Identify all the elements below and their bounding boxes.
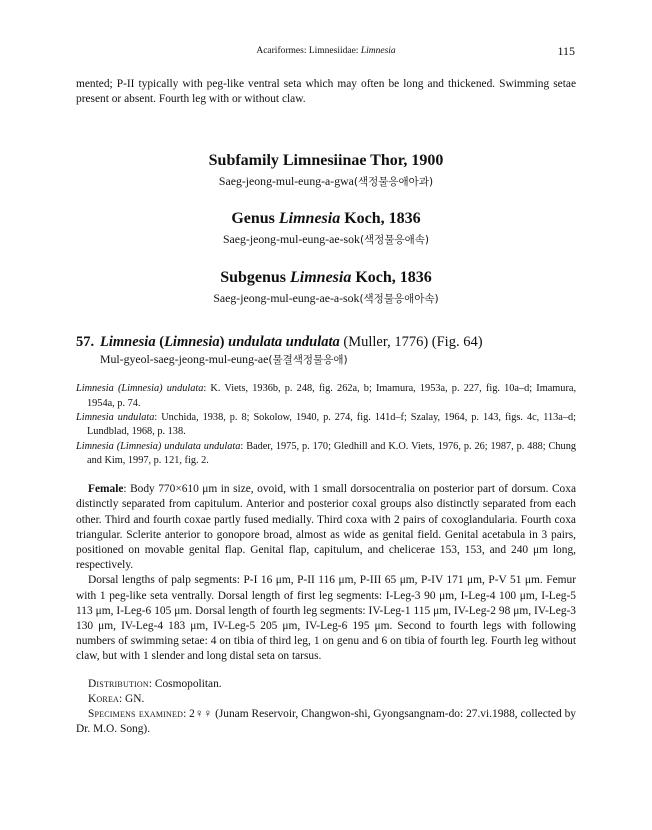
female-description <box>76 482 576 573</box>
subgenus-title <box>76 268 576 288</box>
running-title <box>0 46 652 56</box>
species-title: 57. Limnesia (Limnesia) undulata undulata (Muller, 1776) (Fig. 64) <box>76 334 483 351</box>
synonym-references: : Unchida, 1938, p. 8; Sokolow, 1940, p. 274, fig. 141d–f; Szalay, 1964, p. 143, figs. 4c, 113a–d; Lundblad, 1968, p. 138. <box>87 412 576 438</box>
genus-title <box>76 209 576 229</box>
species-number: 57. <box>76 334 95 351</box>
synonym-name: Limnesia <box>76 383 114 395</box>
synonym-references: : K. Viets, 1936b, p. 248, fig. 262a, b; Imamura, 1953a, p. 227, fig. 10a–d; Imamura, 1954a, p. 74. <box>87 383 577 409</box>
subgenus-romanization-text: Saeg-jeong-mul-eung-ae-a-sok <box>213 291 360 306</box>
species-romanization-text: Mul-gyeol-saeg-jeong-mul-eung-ae <box>100 352 269 367</box>
genus-romanization <box>76 231 576 248</box>
species-genus: Limnesia <box>100 334 156 351</box>
running-title-prefix: Acariformes: Limnesiidae: <box>256 46 361 56</box>
synonym-epithet: undulata undulata <box>164 440 241 452</box>
synonym-subgenus: (Limnesia) <box>116 440 162 452</box>
page-body <box>76 77 576 737</box>
subgenus-prefix: Subgenus <box>220 269 291 287</box>
subfamily-heading-block <box>76 151 576 190</box>
page-number: 115 <box>557 44 575 58</box>
running-head <box>0 44 652 60</box>
korea-line <box>76 692 576 707</box>
description-block <box>76 482 576 664</box>
subgenus-romanization <box>76 290 576 307</box>
distribution-label: Distribution <box>88 677 149 690</box>
korea-label: Korea <box>88 692 120 705</box>
synonym-name: Limnesia <box>76 440 114 452</box>
genus-heading-block <box>76 209 576 248</box>
genus-romanization-text: Saeg-jeong-mul-eung-ae-sok <box>223 232 360 247</box>
subfamily-romanization <box>76 173 576 190</box>
subfamily-romanization-text: Saeg-jeong-mul-eung-a-gwa <box>218 174 354 189</box>
synonym-references: : Bader, 1975, p. 170; Gledhill and K.O. Viets, 1976, p. 26; 1987, p. 488; Chung and Kim, 1997, p. 121, fig. 2. <box>87 440 576 466</box>
synonym-subgenus: (Limnesia) <box>117 383 163 395</box>
dorsal-lengths-paragraph: Dorsal lengths of palp segments: P-I 16 μm, P-II 116 μm, P-III 65 μm, P-IV 171 μm, P-V 51 μm. Femur with 1 peg-like seta ventrally. Dorsal length of first leg segments: I-Leg-3 90 μm, I-Leg-4 100 μm, I-Leg-5 113 μm, I-Leg-6 105 μm. Dorsal length of fourth leg segments: IV-Leg-1 115 μm, IV-Leg-2 98 μm, IV-Leg-3 130 μm, IV-Leg-4 183 μm, IV-Leg-5 205 μm, IV-Leg-6 195 μm. Second to fourth legs with following numbers of swimming setae: 4 on tibia of third leg, 1 on genu and 6 on tibia of fourth leg. Fourth leg without claw, but with 1 slender and long distal seta on tarsus. <box>76 574 576 663</box>
species-subgenus: Limnesia <box>164 334 220 351</box>
synonym-entry <box>76 411 576 440</box>
female-text: : Body 770×610 μm in size, ovoid, with 1 small dorsocentralia on posterior part of dorsum. Coxa distinctly separated from capitulum. Anterior and posterior coxal groups also distinctly separated from each other. Third and fourth coxae partly fused medially. Third coxa with 2 pairs of coxoglandularia. Fourth coxa triangular. Sclerite anterior to gonopore broad, almost as wide as genital field. Genital acetabula in 3 pairs, positioned on movable genital flap. Genital flap, capitulum, and chelicerae 153, 153, and 240 μm long, respectively. <box>76 483 576 572</box>
genus-author: Koch, 1836 <box>340 210 421 228</box>
subgenus-author: Koch, 1836 <box>351 269 432 287</box>
synonym-entry <box>76 382 576 411</box>
genus-name: Limnesia <box>278 210 341 228</box>
genus-korean-name: (색정물응애속) <box>359 234 429 247</box>
specimens-line <box>76 707 576 737</box>
subgenus-heading-block <box>76 268 576 307</box>
subfamily-korean-name: (색정물응애아과) <box>353 176 434 189</box>
synonym-entry <box>76 440 576 469</box>
specimens-value: : 2♀♀ (Junam Reservoir, Changwon-shi, Gyongsangnam-do: 27.vi.1988, collected by Dr. M.O. Song). <box>76 708 576 736</box>
intro-paragraph: mented; P-II typically with peg-like ventral seta which may often be long and thickened. Swimming setae present or absent. Fourth leg with or without claw. <box>76 78 576 106</box>
species-author: (Muller, 1776) (Fig. 64) <box>343 334 483 351</box>
record-metadata <box>76 677 576 738</box>
distribution-line <box>76 677 576 692</box>
subfamily-title: Subfamily Limnesiinae Thor, 1900 <box>208 152 444 170</box>
species-epithet: undulata undulata <box>228 334 340 351</box>
specimens-label: Specimens examined <box>88 708 184 721</box>
subgenus-name: Limnesia <box>290 269 352 287</box>
species-korean-name: (물결색정물응애) <box>268 354 348 367</box>
female-label: Female <box>88 483 124 496</box>
species-romanization <box>76 351 576 368</box>
distribution-value: : Cosmopolitan. <box>148 677 222 690</box>
synonymy-list <box>76 382 576 468</box>
synonym-epithet: undulata <box>166 383 204 395</box>
synonym-name: Limnesia undulata <box>76 412 155 423</box>
running-title-genus: Limnesia <box>360 46 396 56</box>
genus-prefix: Genus <box>231 210 279 228</box>
subgenus-korean-name: (색정물응애아속) <box>359 293 439 306</box>
korea-value: : GN. <box>119 692 145 705</box>
species-heading-block <box>76 333 576 368</box>
